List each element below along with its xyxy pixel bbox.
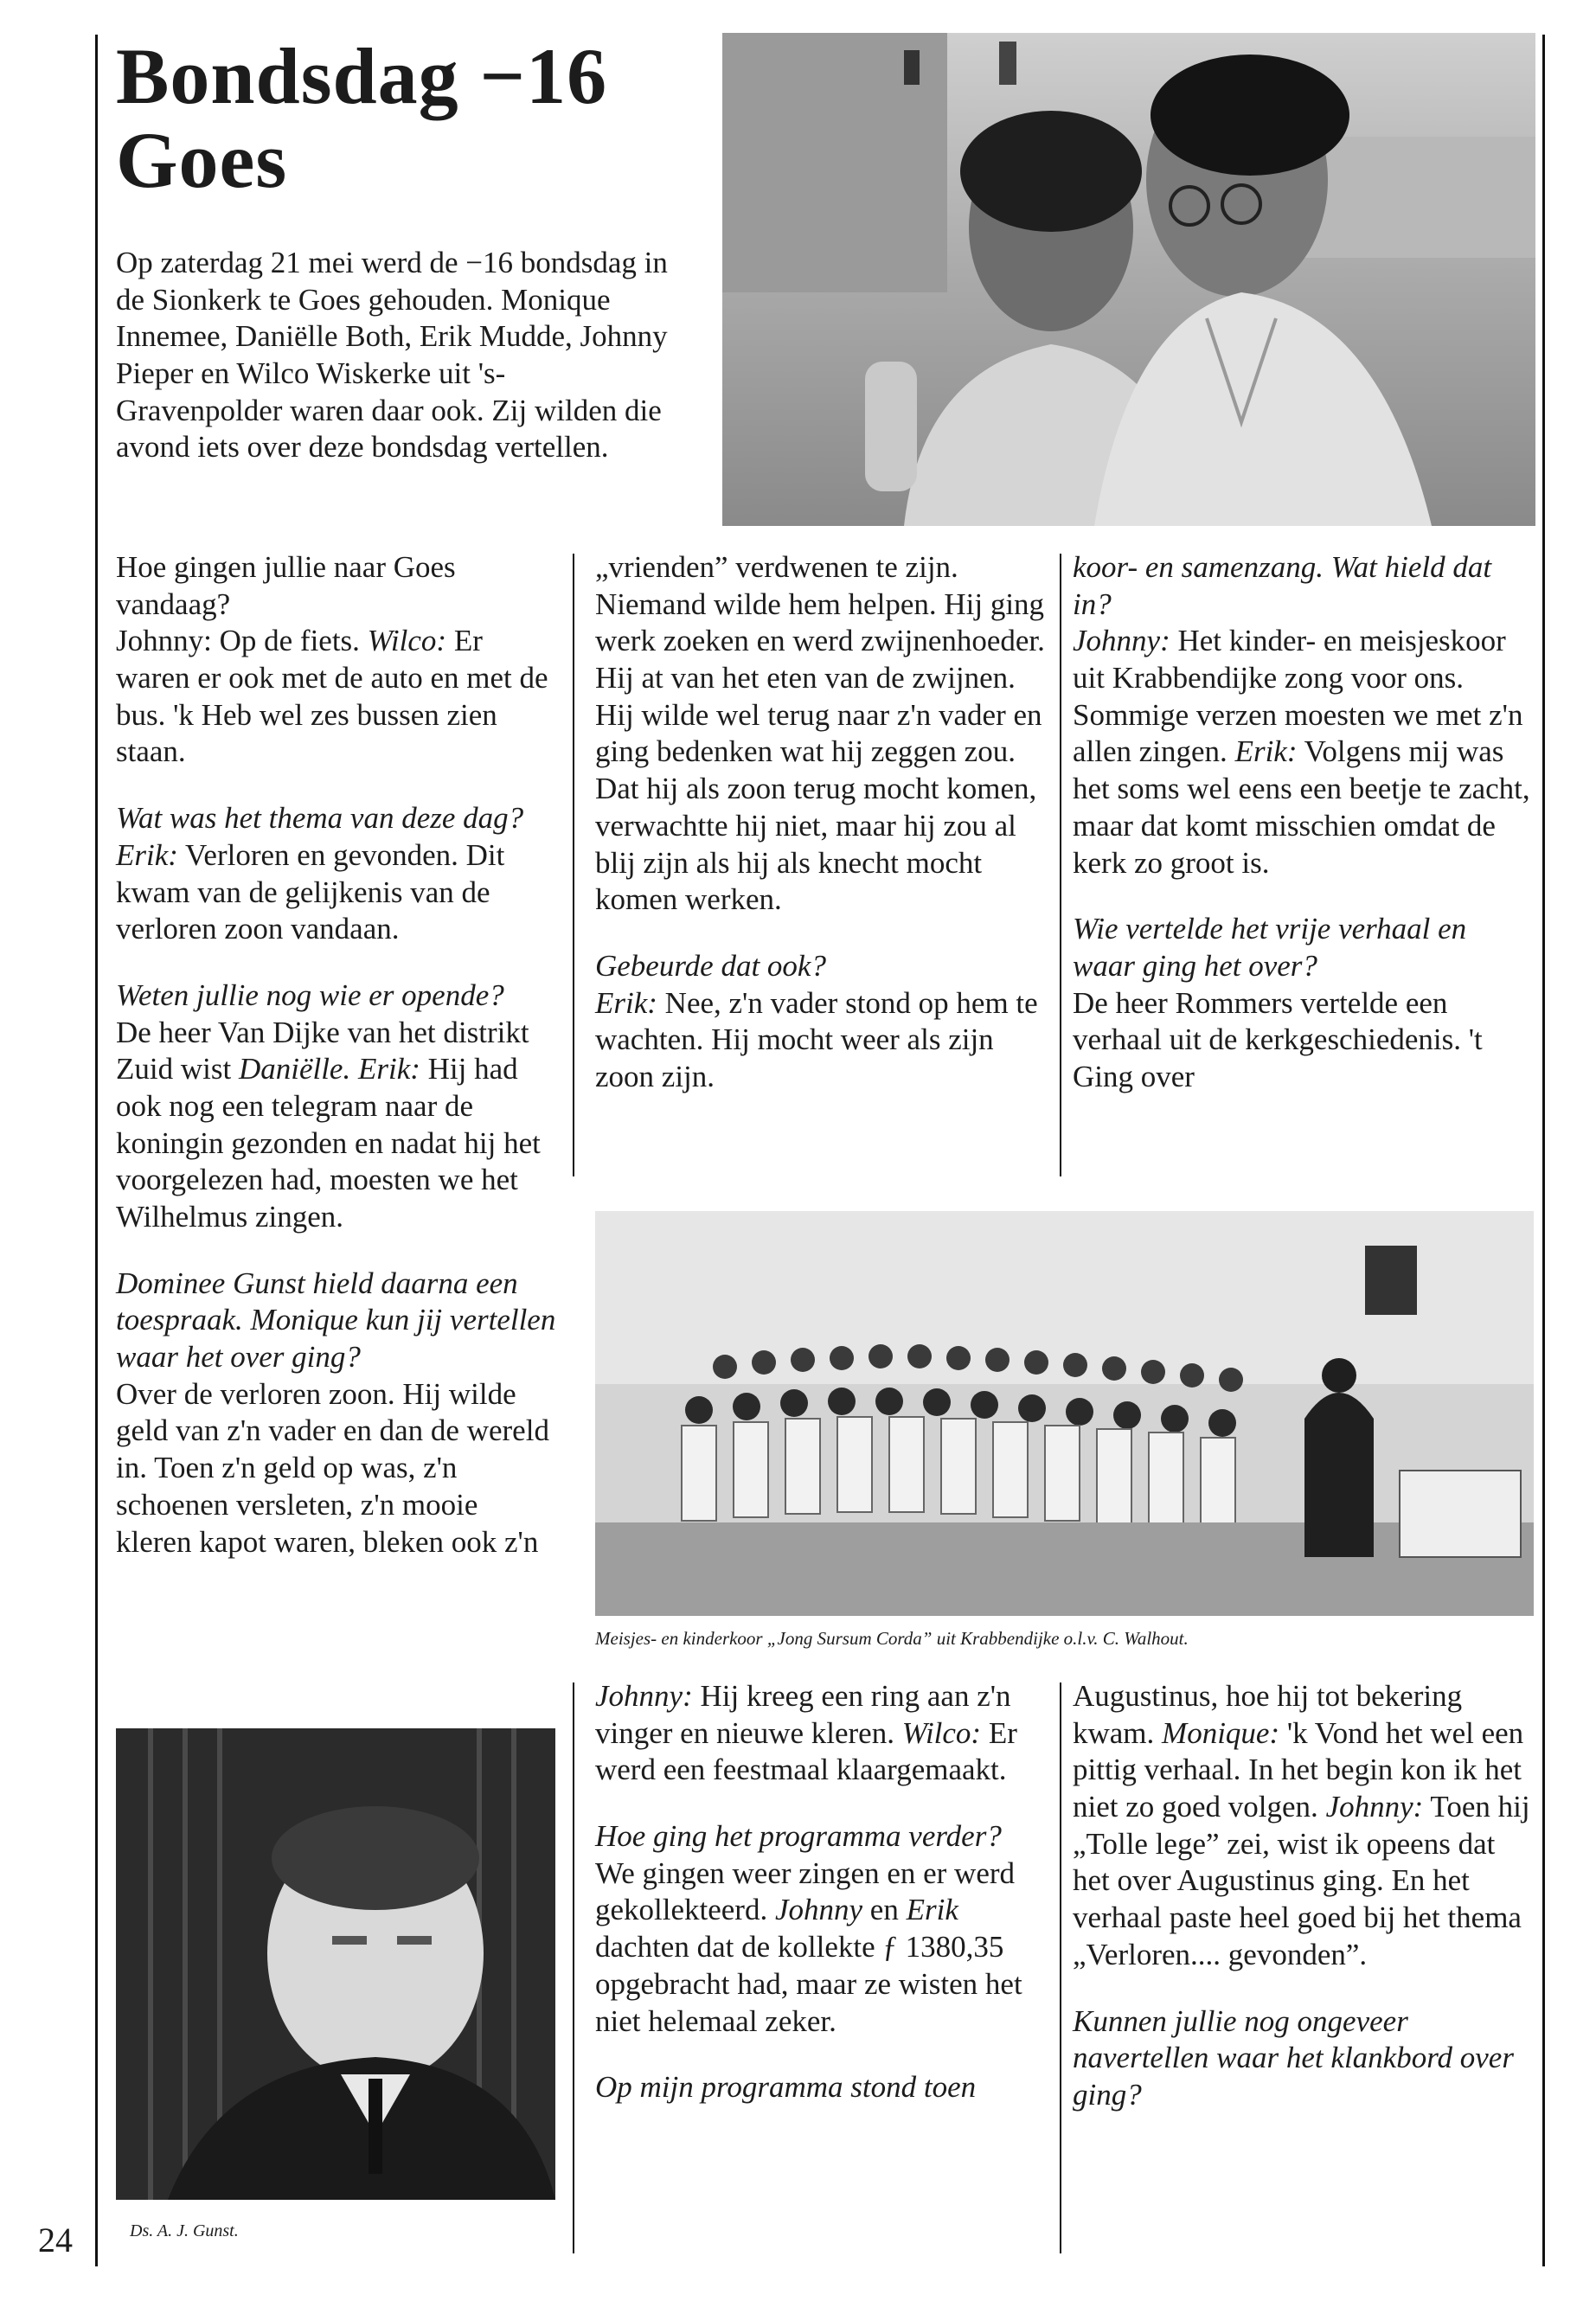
photo-portrait-image (116, 1728, 555, 2200)
title-line-2: Goes (116, 115, 288, 204)
left-margin-rule (95, 35, 98, 2266)
speaker-johnny: Johnny: (116, 624, 212, 658)
answer-program-2: en (862, 1893, 907, 1927)
photo-two-boys (722, 33, 1535, 526)
answer-wilco: Er waren er ook met de auto en met de bus. 'k Heb wel zes bussen zien staan. (116, 624, 548, 769)
answer-choir-2: Volgens mij was het soms wel eens een beetje te zacht, maar dat komt misschien omdat de kerk zo groot is. (1073, 734, 1530, 880)
speaker-wilco-2: Wilco: (901, 1715, 982, 1750)
speaker-erik-4: Erik: (1234, 734, 1298, 769)
question-transport: Hoe gingen jullie naar Goes vandaag? (116, 550, 456, 621)
answer-monique: 'k Vond het wel een pittig verhaal. In het begin kon ik het niet zo goed volgen. (1073, 1715, 1524, 1824)
portrait-caption: Ds. A. J. Gunst. (130, 2221, 239, 2240)
article-title (116, 32, 687, 204)
col2b-paragraph-1 (595, 1678, 1045, 1789)
answer-theme: Verloren en gevonden. Dit kwam van de gelijkenis van de verloren zoon vandaan. (116, 837, 505, 946)
col2b-paragraph-2 (595, 1818, 1045, 2040)
answer-collection: dachten dat de kollekte ƒ 1380,35 opgebracht had, maar ze wisten het niet helemaal zeker. (595, 1930, 1022, 2038)
question-sounding-board: Kunnen jullie nog ongeveer navertellen waar het klankbord over ging? (1073, 2003, 1514, 2112)
answer-telegram: Hij had ook nog een telegram naar de koningin gezonden en nadat hij het voorgelezen had, moesten we het Wilhelmus zingen. (116, 1052, 541, 1234)
question-program: Hoe ging het programma verder? (595, 1819, 1002, 1854)
speaker-johnny-3: Johnny: (595, 1679, 693, 1713)
speaker-erik-3: Erik: (595, 985, 657, 1020)
col3b-paragraph-2 (1073, 2003, 1535, 2114)
answer-augustinus: Augustinus, hoe hij tot bekering kwam. (1073, 1679, 1463, 1750)
col2-paragraph-2 (595, 948, 1045, 1096)
col1-paragraph-1 (116, 549, 557, 771)
column-3-top (1073, 549, 1535, 1096)
photo-choir (595, 1211, 1534, 1616)
question-opening: Weten jullie nog wie er opende? (116, 977, 504, 1012)
col2b-paragraph-3 (595, 2069, 1045, 2106)
column-rule-2 (1060, 554, 1061, 1176)
speaker-johnny-4: Johnny: (1325, 1790, 1424, 1824)
page-number: 24 (38, 2221, 73, 2259)
column-rule-1 (573, 554, 574, 1176)
question-my-program: Op mijn programma stond toen (595, 2070, 977, 2105)
question-did-it-happen: Gebeurde dat ook? (595, 948, 826, 983)
answer-ring: Hij kreeg een ring aan z'n vinger en nieuwe kleren. (595, 1679, 1011, 1750)
intro-paragraph: Op zaterdag 21 mei werd de −16 bondsdag in de Sionkerk te Goes gehouden. Monique Innemee, Daniëlle Both, Erik Mudde, Johnny Pieper en Wilco Wiskerke uit 's-Gravenpolder waren daar ook. Zij wilden die avond iets over deze bondsdag vertellen. (116, 246, 668, 465)
answer-program: We gingen weer zingen en er werd gekollekteerd. (595, 1856, 1016, 1927)
column-3-bottom (1073, 1678, 1535, 2114)
col3-paragraph-1 (1073, 549, 1535, 881)
answer-sermon: Over de verloren zoon. Hij wilde geld van z'n vader en dan de wereld in. Toen z'n geld op was, z'n schoenen versleten, z'n mooie kleren kapot waren, bleken ook z'n (116, 1376, 549, 1559)
col1-paragraph-2 (116, 800, 557, 948)
name-erik: Erik (906, 1893, 958, 1927)
choir-caption: Meisjes- en kinderkoor „Jong Sursum Corda” uit Krabbendijke o.l.v. C. Walhout. (595, 1628, 1189, 1649)
speaker-johnny-2: Johnny: (1073, 624, 1170, 658)
column-rule-4 (1060, 1682, 1061, 2253)
col2-paragraph-1: „vrienden” verdwenen te zijn. Niemand wilde hem helpen. Hij ging werk zoeken en werd zwijnenhoeder. Hij at van het eten van de zwijnen. Hij wilde wel terug naar z'n vader en ging bedenken wat hij zeggen zou. Dat hij als zoon terug mocht komen, verwachtte hij niet, maar hij zou al blij zijn als hij als knecht mocht komen werken. (595, 550, 1045, 917)
col3b-paragraph-1 (1073, 1678, 1535, 1974)
title-line-1: Bondsdag −16 (116, 32, 608, 120)
right-margin-rule (1542, 35, 1545, 2266)
photo-choir-image (595, 1211, 1534, 1616)
question-theme: Wat was het thema van deze dag? (116, 801, 524, 836)
col1-paragraph-4 (116, 1266, 557, 1561)
answer-johnny: Op de fiets. (211, 624, 368, 658)
answer-opening: De heer Van Dijke van het distrikt Zuid wist (116, 1015, 529, 1086)
speaker-erik-2: Erik: (357, 1052, 420, 1086)
answer-feast: Er werd een feestmaal klaargemaakt. (595, 1715, 1017, 1787)
question-sermon: Dominee Gunst hield daarna een toespraak. Monique kun jij vertellen waar het over ging? (116, 1266, 556, 1375)
answer-choir: Het kinder- en meisjeskoor uit Krabbendijke zong voor ons. Sommige verzen moesten we met z'n allen zingen. (1073, 624, 1523, 769)
column-2-top (595, 549, 1045, 1096)
answer-free-story: De heer Rommers vertelde een verhaal uit de kerkgeschiedenis. 't Ging over (1073, 985, 1483, 1093)
col3-paragraph-2 (1073, 911, 1535, 1095)
column-2-bottom (595, 1678, 1045, 2106)
col1-paragraph-3 (116, 977, 557, 1236)
name-johnny: Johnny (774, 1893, 863, 1927)
question-free-story: Wie vertelde het vrije verhaal en waar ging het over? (1073, 912, 1467, 983)
column-rule-3 (573, 1682, 574, 2253)
answer-tolle-lege: Toen hij „Tolle lege” zei, wist ik opeens dat het over Augustinus ging. En het verhaal paste heel goed bij het thema „Verloren.... gevonden”. (1073, 1790, 1530, 1971)
speaker-erik: Erik: (116, 837, 178, 872)
speaker-wilco: Wilco: (367, 624, 447, 658)
question-choir: koor- en samenzang. Wat hield dat in? (1073, 550, 1492, 621)
column-1 (116, 549, 557, 1561)
speaker-monique: Monique: (1162, 1715, 1280, 1750)
photo-two-boys-image (722, 33, 1535, 526)
answer-did-it-happen: Nee, z'n vader stond op hem te wachten. Hij mocht weer als zijn zoon zijn. (595, 985, 1038, 1093)
name-danielle: Daniëlle. (238, 1052, 351, 1086)
photo-portrait (116, 1728, 555, 2200)
